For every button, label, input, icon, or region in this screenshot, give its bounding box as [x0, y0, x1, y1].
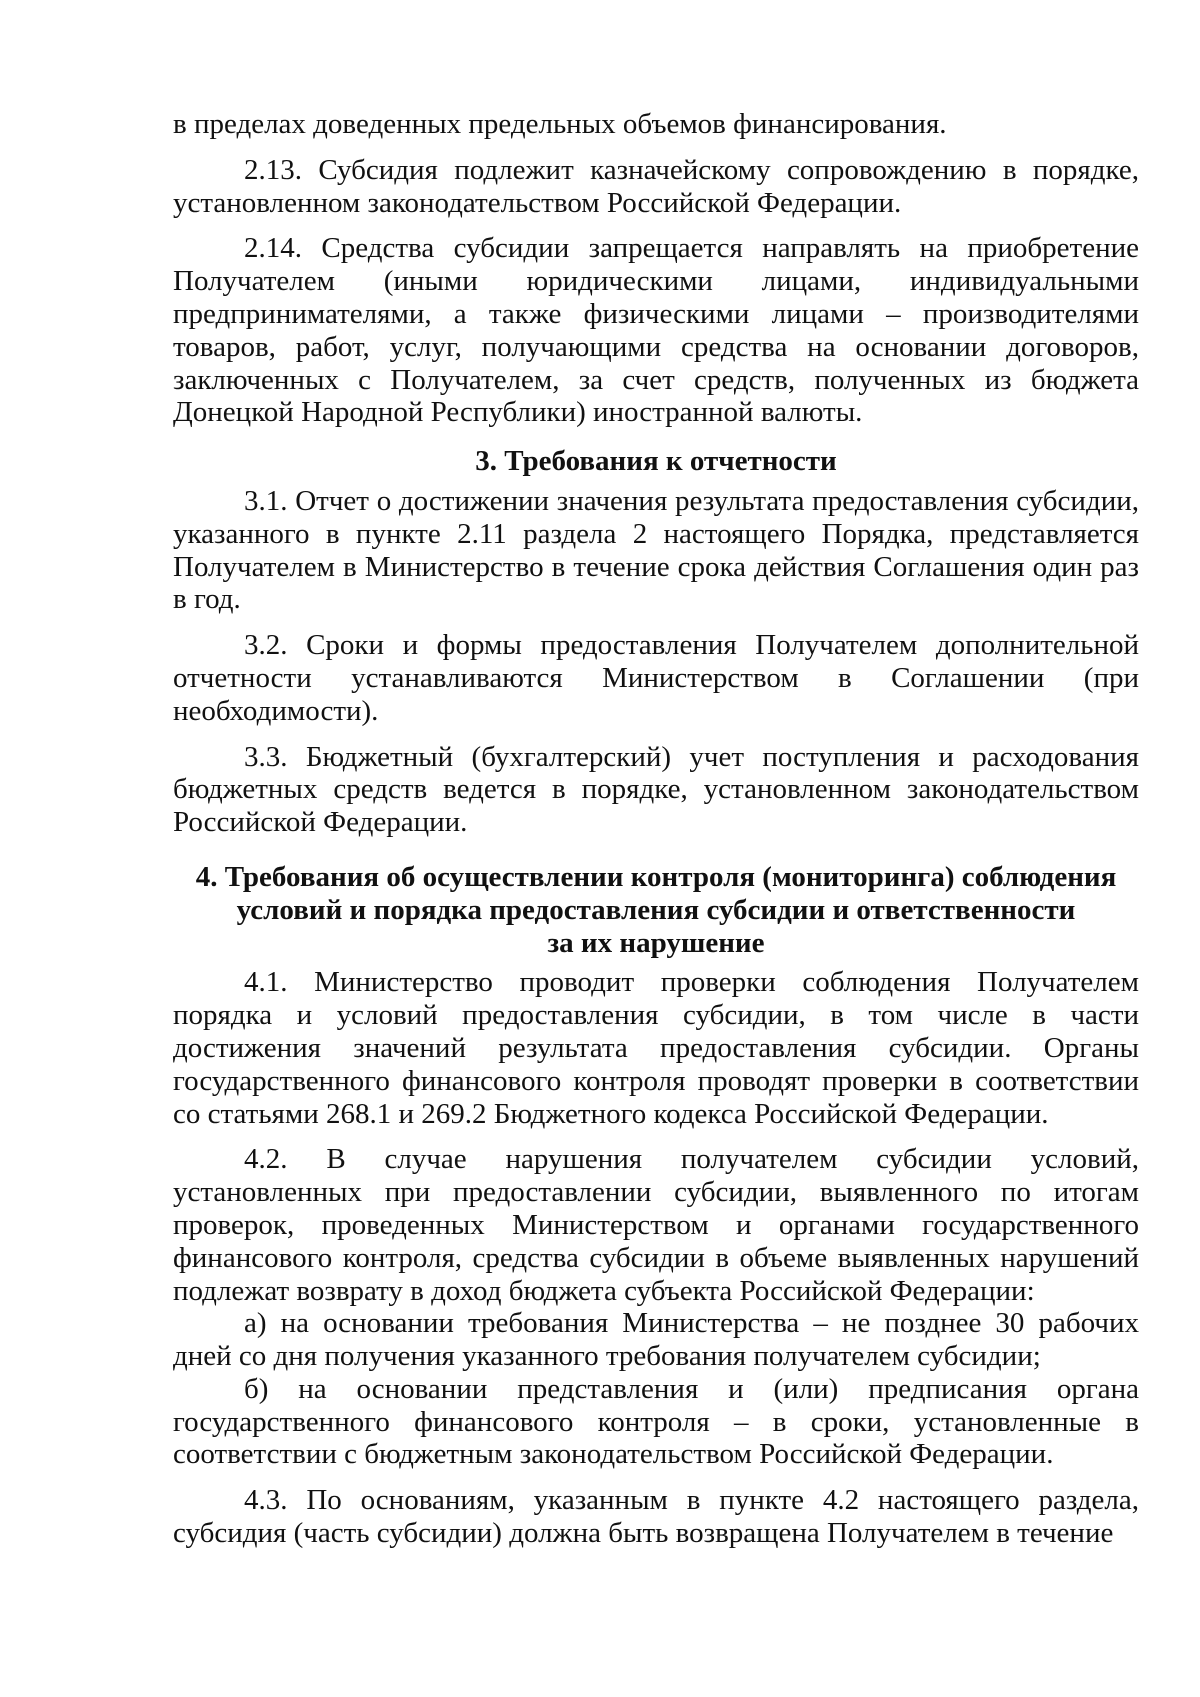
paragraph-4-2-b: б) на основании представления и (или) предписания органа государственного финансового контроля – в сроки, установленные в соответствии с бюджетным законодательством Российской Федерации.: [173, 1372, 1139, 1471]
section-4-heading-line-1: 4. Требования об осуществлении контроля (мониторинга) соблюдения: [195, 860, 1117, 893]
paragraph-3-2: 3.2. Сроки и формы предоставления Получателем дополнительной отчетности устанавливаются Министерством в Соглашении (при необходимости).: [173, 629, 1139, 727]
paragraph-4-2-a: а) на основании требования Министерства – не позднее 30 рабочих дней со дня получения указанного требования получателем субсидии;: [173, 1307, 1139, 1373]
section-4-heading-line-3: за их нарушение: [547, 926, 765, 959]
paragraph-2-14: 2.14. Средства субсидии запрещается направлять на приобретение Получателем (иными юридическими лицами, индивидуальными предпринимателями, а также физическими лицами – производителями товаров, работ, услуг, получающими средства на основании договоров, заключенных с Получателем, за счет средств, полученных из бюджета Донецкой Народной Республики) иностранной валюты.: [173, 232, 1139, 429]
section-4-heading: [173, 861, 1139, 959]
paragraph-3-3: 3.3. Бюджетный (бухгалтерский) учет поступления и расходования бюджетных средств ведется в порядке, установленном законодательством Российской Федерации.: [173, 740, 1139, 839]
section-4-heading-line-2: условий и порядка предоставления субсидии и ответственности: [236, 893, 1076, 926]
paragraph-4-3: 4.3. По основаниям, указанным в пункте 4.2 настоящего раздела, субсидия (часть субсидии) должна быть возвращена Получателем в течение: [173, 1484, 1139, 1550]
paragraph-3-1: 3.1. Отчет о достижении значения результата предоставления субсидии, указанного в пункте 2.11 раздела 2 настоящего Порядка, представляется Получателем в Министерство в течение срока действия Соглашения один раз в год.: [173, 484, 1139, 616]
section-3-heading: 3. Требования к отчетности: [475, 445, 837, 478]
paragraph-4-1: 4.1. Министерство проводит проверки соблюдения Получателем порядка и условий предоставления субсидии, в том числе в части достижения значений результата предоставления субсидии. Органы государственного финансового контроля проводят проверки в соответствии со статьями 268.1 и 269.2 Бюджетного кодекса Российской Федерации.: [173, 966, 1139, 1130]
paragraph-4-2: 4.2. В случае нарушения получателем субсидии условий, установленных при предоставлении субсидии, выявленного по итогам проверок, проведенных Министерством и органами государственного финансового контроля, средства субсидии в объеме выявленных нарушений подлежат возврату в доход бюджета субъекта Российской Федерации:: [173, 1143, 1139, 1307]
paragraph-continuation: в пределах доведенных предельных объемов финансирования.: [173, 108, 947, 140]
paragraph-2-13: 2.13. Субсидия подлежит казначейскому сопровождению в порядке, установленном законодательством Российской Федерации.: [173, 153, 1139, 219]
